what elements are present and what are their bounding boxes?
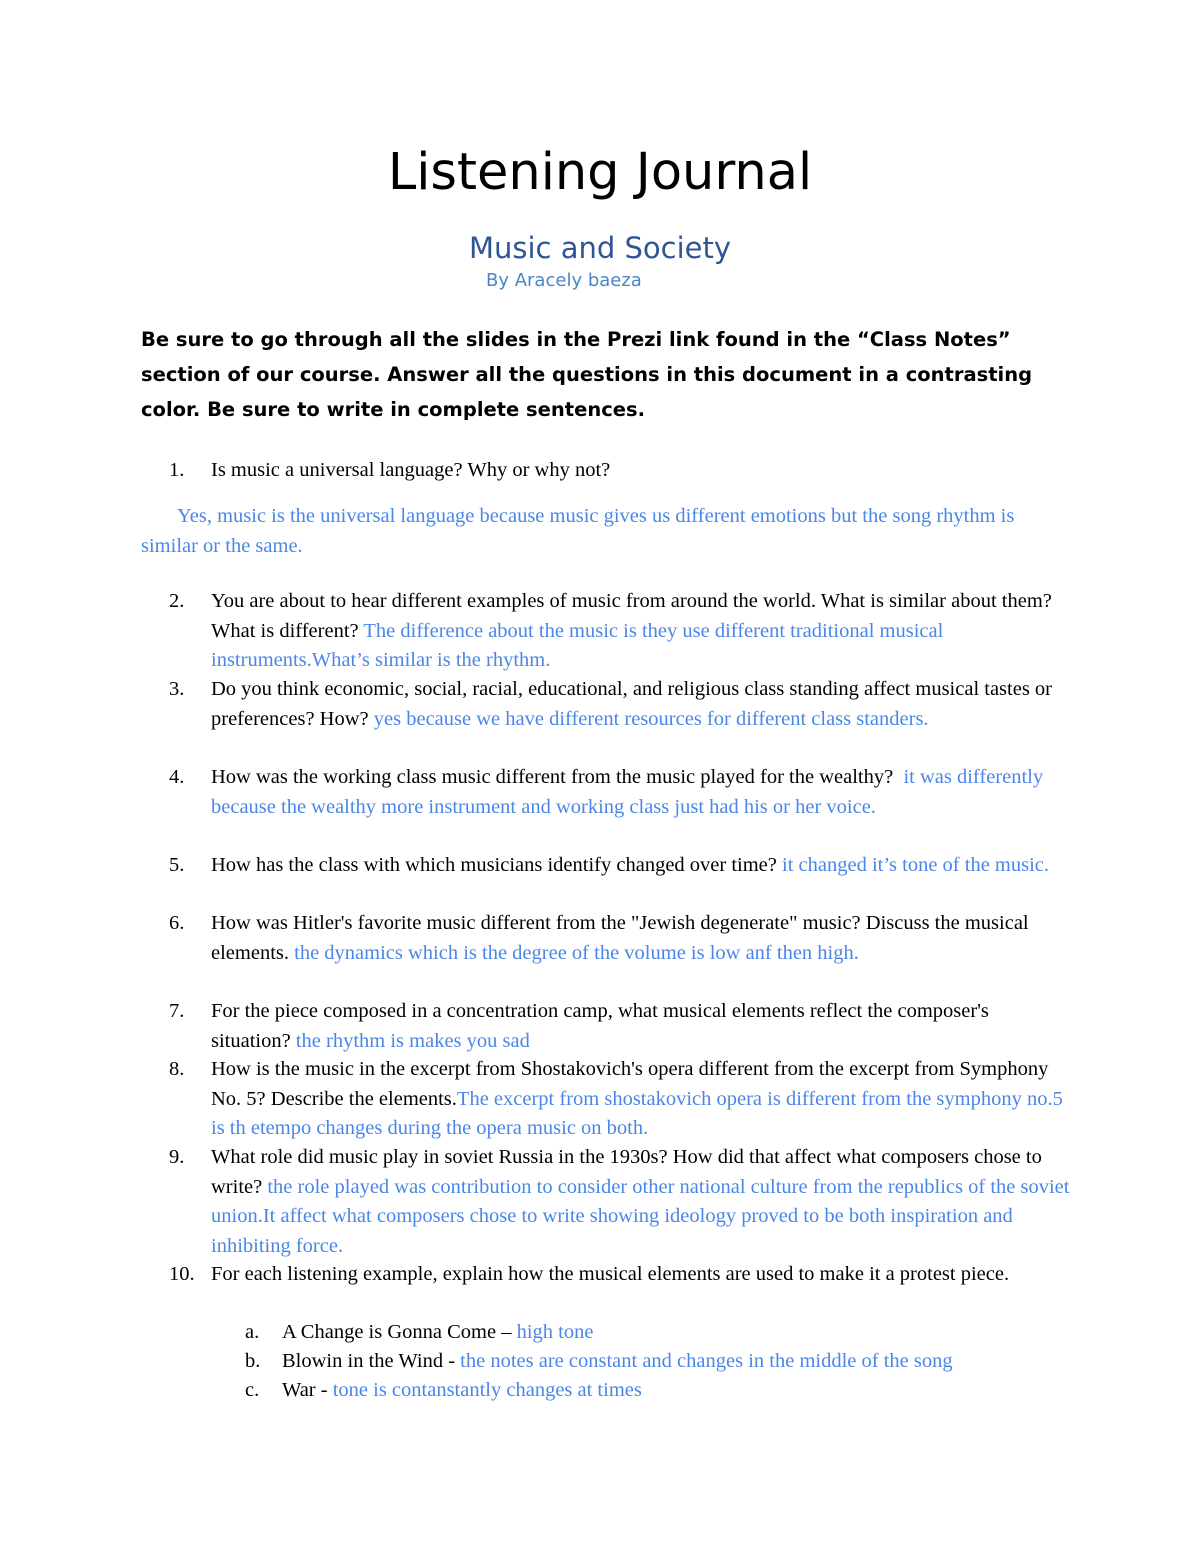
sub-item-a [141, 1318, 1071, 1348]
question-number: 2. [169, 590, 185, 612]
question-number: 6. [169, 912, 185, 934]
question-text: For the piece composed in a concentration camp, what musical elements reflect the composer's situation? [211, 1000, 989, 1052]
answer-text: the role played was contribution to consider other national culture from the republics of the soviet union.It affect what composers chose to write showing ideology proved to be both inspiration and inhibiting force. [211, 1175, 1070, 1257]
answer-text: it changed it’s tone of the music. [782, 854, 1050, 876]
answer-text: the notes are constant and changes in the middle of the song [460, 1350, 953, 1372]
question-10 [141, 1260, 1071, 1290]
document-title: Listening Journal [387, 143, 813, 202]
sub-item-c [141, 1376, 1071, 1406]
sub-item-letter: c. [245, 1379, 260, 1401]
answer-text: the dynamics which is the degree of the volume is low anf then high. [294, 941, 859, 964]
question-text: How has the class with which musicians identify changed over time? [211, 854, 777, 876]
sub-item-letter: b. [245, 1350, 261, 1372]
question-number: 4. [169, 766, 185, 788]
answer-text: high tone [516, 1321, 594, 1343]
instructions-paragraph: Be sure to go through all the slides in the Prezi link found in the “Class Notes” section of our course. Answer all the questions in this document in a contrasting color. Be sure to write in complete sentences. [141, 328, 1033, 421]
question-number: 1. [169, 459, 185, 481]
answer-text: it was differently because the wealthy more instrument and working class just had his or her voice. [211, 766, 1044, 818]
question-text: For each listening example, explain how the musical elements are used to make it a protest piece. [211, 1263, 1010, 1285]
answer-text: tone is contanstantly changes at times [332, 1379, 642, 1401]
question-text: You are about to hear different examples of music from around the world. What is similar about them? What is different? [211, 590, 1052, 642]
answer-text: yes because we have different resources for different class standers. [373, 707, 929, 730]
question-number: 5. [169, 854, 185, 876]
song-title: A Change is Gonna Come – [282, 1321, 512, 1343]
question-5 [141, 851, 1071, 881]
song-title: Blowin in the Wind - [282, 1350, 456, 1372]
question-text: Is music a universal language? Why or why not? [211, 459, 611, 481]
question-number: 7. [169, 1000, 185, 1022]
question-number: 3. [169, 678, 185, 700]
question-text: How is the music in the excerpt from Shostakovich's opera different from the excerpt from Symphony No. 5? Describe the elements. [211, 1058, 1049, 1110]
answer-1: Yes, music is the universal language because music gives us different emotions but the song rhythm is similar or the same. [141, 505, 1015, 557]
author-line: By Aracely baeza [486, 270, 642, 291]
question-1 [141, 456, 1071, 486]
answer-text: The excerpt from shostakovich opera is different from the symphony no.5 is th etempo changes during the opera music on both. [211, 1087, 1063, 1139]
question-6 [141, 909, 1071, 968]
sub-item-letter: a. [245, 1321, 260, 1343]
question-8 [141, 1055, 1071, 1144]
sub-item-b [141, 1347, 1071, 1377]
question-9 [141, 1143, 1071, 1261]
document-subtitle: Music and Society [468, 231, 732, 265]
question-text: How was Hitler's favorite music different from the "Jewish degenerate" music? Discuss the musical elements. [211, 912, 1029, 964]
question-text: How was the working class music different from the music played for the wealthy? [211, 766, 894, 788]
question-number: 9. [169, 1146, 185, 1168]
song-title: War - [282, 1379, 328, 1401]
question-3 [141, 675, 1071, 734]
answer-text: the rhythm is makes you sad [295, 1029, 530, 1052]
question-text: Do you think economic, social, racial, educational, and religious class standing affect musical tastes or preferences? How? [211, 678, 1053, 730]
question-2 [141, 587, 1071, 676]
question-number: 10. [169, 1263, 195, 1285]
question-number: 8. [169, 1058, 185, 1080]
answer-text: The difference about the music is they use different traditional musical instruments.What’s similar is the rhythm. [211, 619, 944, 671]
question-text: What role did music play in soviet Russia in the 1930s? How did that affect what composers chose to write? [211, 1146, 1042, 1198]
question-4 [141, 763, 1071, 822]
question-7 [141, 997, 1071, 1056]
